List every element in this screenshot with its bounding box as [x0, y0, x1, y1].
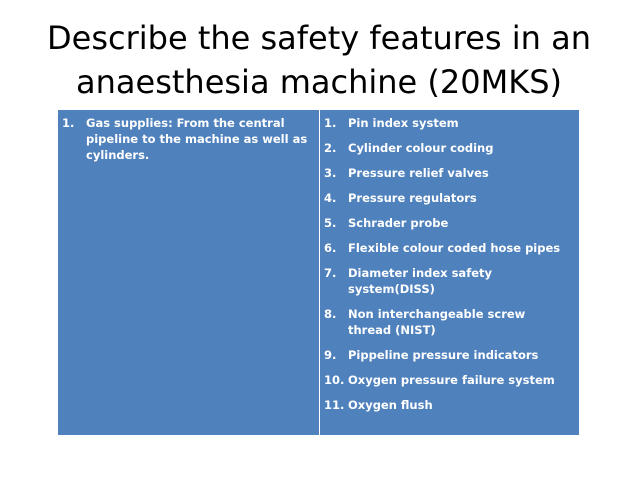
list-item: [320, 115, 579, 131]
right-list: [320, 115, 579, 413]
table-cell-left: [58, 110, 319, 435]
list-item-text: Non interchangeable screw thread (NIST): [348, 307, 526, 337]
list-item: [320, 140, 579, 156]
list-item-number: 2.: [324, 141, 337, 155]
slide-title: Describe the safety features in an anaesthesia machine (20MKS): [47, 19, 591, 101]
list-item-text: Flexible colour coded hose pipes: [348, 241, 561, 255]
list-item-text: Pressure relief valves: [348, 166, 489, 180]
list-item-number: 11.: [324, 398, 345, 412]
list-item-number: 4.: [324, 191, 337, 205]
list-item: [320, 240, 579, 256]
list-item-text: Pressure regulators: [348, 191, 477, 205]
list-item-number: 1.: [62, 116, 75, 130]
list-item: [320, 190, 579, 206]
list-item: [320, 397, 579, 413]
list-item-text: Gas supplies: From the central pipeline to the machine as well as cylinders.: [86, 116, 308, 162]
list-item-text: Oxygen pressure failure system: [348, 373, 555, 387]
list-item-number: 6.: [324, 241, 337, 255]
list-item: [320, 165, 579, 181]
list-item-text: Schrader probe: [348, 216, 449, 230]
list-item-text: Pin index system: [348, 116, 459, 130]
list-item: [320, 372, 579, 388]
list-item: [320, 347, 579, 363]
list-item: [320, 306, 579, 338]
left-list: [58, 115, 319, 163]
list-item-text: Cylinder colour coding: [348, 141, 494, 155]
features-table: [58, 110, 579, 435]
list-item-number: 5.: [324, 216, 337, 230]
list-item-text: Oxygen flush: [348, 398, 433, 412]
list-item-number: 8.: [324, 307, 337, 321]
list-item-text: Pippeline pressure indicators: [348, 348, 539, 362]
list-item: [58, 115, 319, 163]
list-item-number: 3.: [324, 166, 337, 180]
list-item-number: 9.: [324, 348, 337, 362]
table-cell-right: [320, 110, 579, 435]
list-item: [320, 265, 579, 297]
list-item-text: Diameter index safety system(DISS): [348, 266, 492, 296]
list-item-number: 1.: [324, 116, 337, 130]
list-item: [320, 215, 579, 231]
list-item-number: 7.: [324, 266, 337, 280]
list-item-number: 10.: [324, 373, 345, 387]
